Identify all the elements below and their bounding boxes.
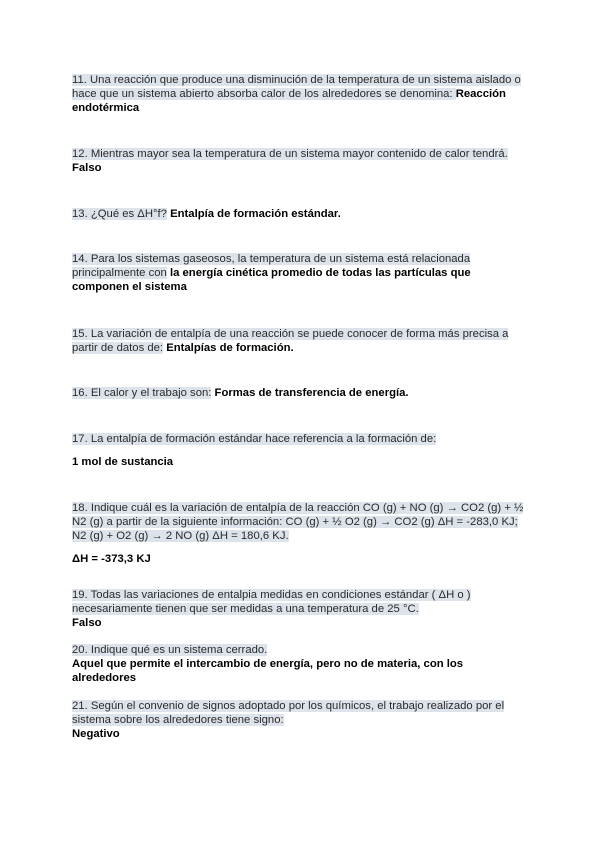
question-prompt: 13. ¿Qué es ΔH°f?: [72, 208, 167, 220]
question-20: [72, 643, 528, 685]
question-12: [72, 147, 528, 175]
question-prompt: 14. Para los sistemas gaseosos, la temperatura de un sistema está relacionada principalmente con: [72, 253, 471, 279]
question-14: [72, 252, 528, 294]
question-21: [72, 699, 528, 741]
question-answer: Reacción endotérmica: [72, 88, 506, 114]
question-19: [72, 588, 528, 630]
question-prompt: 15. La variación de entalpía de una reacción se puede conocer de forma más precisa a partir de datos de:: [72, 328, 509, 354]
question-prompt: 16. El calor y el trabajo son:: [72, 387, 212, 399]
question-prompt: 21. Según el convenio de signos adoptado por los químicos, el trabajo realizado por el sistema sobre los alrededores tiene signo:: [72, 700, 505, 726]
question-answer: la energía cinética promedio de todas las partículas que componen el sistema: [72, 267, 471, 293]
question-17-answer: 1 mol de sustancia: [72, 456, 174, 468]
question-answer: Falso: [72, 617, 102, 629]
question-15: [72, 327, 528, 355]
question-answer: Formas de transferencia de energía.: [214, 387, 409, 399]
question-16: [72, 386, 528, 400]
question-prompt: 20. Indique qué es un sistema cerrado.: [72, 644, 268, 656]
question-prompt: 19. Todas las variaciones de entalpia medidas en condiciones estándar ( ΔH o ) necesariamente tienen que ser medidas a una temperatura de 25 °C.: [72, 589, 471, 615]
question-18-answer: ΔH = -373,3 KJ: [72, 553, 151, 565]
question-prompt: 11. Una reacción que produce una disminución de la temperatura de un sistema aislado o hace que un sistema abierto absorba calor de los alrededores se denomina:: [72, 74, 521, 100]
question-prompt: 17. La entalpía de formación estándar hace referencia a la formación de:: [72, 433, 437, 445]
question-answer: Entalpías de formación.: [166, 342, 294, 354]
question-18: [72, 501, 528, 543]
question-11: [72, 73, 528, 115]
question-prompt: 12. Mientras mayor sea la temperatura de un sistema mayor contenido de calor tendrá.: [72, 148, 508, 160]
question-prompt: 18. Indique cuál es la variación de entalpía de la reacción CO (g) + NO (g) → CO2 (g) + ½ N2 (g) a partir de la siguiente información: CO (g) + ½ O2 (g) → CO2 (g) ΔH = -283,0 KJ; N2 (g) + O2 (g) → 2 NO (g) ΔH = 180,6 KJ.: [72, 502, 524, 542]
question-17: [72, 432, 528, 446]
question-13: [72, 207, 528, 221]
question-answer: Falso: [72, 162, 102, 174]
question-answer: Negativo: [72, 728, 120, 740]
question-answer: Entalpía de formación estándar.: [170, 208, 341, 220]
question-answer: Aquel que permite el intercambio de energía, pero no de materia, con los alrededores: [72, 658, 464, 684]
